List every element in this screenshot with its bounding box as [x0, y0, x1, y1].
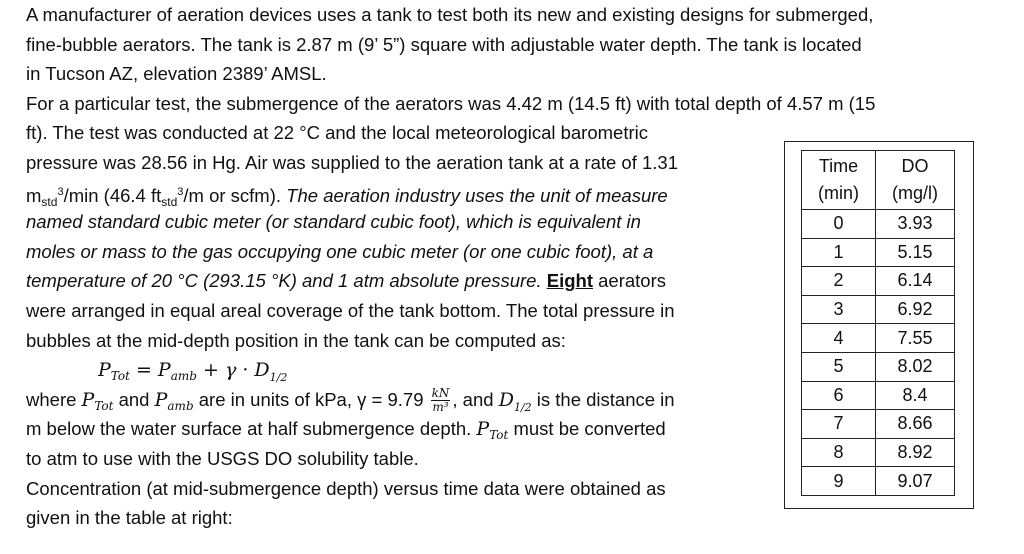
text-line: fine-bubble aerators. The tank is 2.87 m (9’ 5”) square with adjustable water depth. The tank is located	[26, 33, 862, 55]
time-cell: 6	[802, 381, 876, 410]
text-fragment: aerators	[593, 270, 667, 292]
text-fragment: and	[113, 388, 155, 410]
table-row	[802, 295, 955, 324]
italic-note: temperature of 20 °C (293.15 °K) and 1 atm absolute pressure.	[26, 270, 542, 292]
table-row	[802, 324, 955, 353]
table-row	[802, 381, 955, 410]
italic-note: The aeration industry uses the unit of measure	[286, 184, 668, 206]
do-cell: 8.02	[876, 352, 955, 381]
time-cell: 5	[802, 352, 876, 381]
text-line: For a particular test, the submergence of the aerators was 4.42 m (14.5 ft) with total depth of 4.57 m (15	[26, 92, 876, 114]
do-cell: 6.14	[876, 267, 955, 296]
text-fragment: must be converted	[508, 418, 666, 440]
table-body	[802, 210, 955, 496]
italic-note-line: named standard cubic meter (or standard cubic foot), which is equivalent in	[26, 211, 641, 233]
math-dot: ·	[236, 359, 255, 382]
text-line: in Tucson AZ, elevation 2389’ AMSL.	[26, 63, 327, 85]
time-cell: 2	[802, 267, 876, 296]
unit-std-sub: std	[161, 194, 178, 209]
unit-std-sub: std	[41, 194, 58, 209]
math-P: P	[157, 359, 171, 382]
do-table-frame	[784, 141, 974, 509]
text-line: pressure was 28.56 in Hg. Air was supplied to the aeration tank at a rate of 1.31	[26, 151, 678, 173]
do-cell: 9.07	[876, 467, 955, 496]
time-cell: 9	[802, 467, 876, 496]
math-P: P	[476, 418, 490, 441]
text-line: given in the table at right:	[26, 507, 233, 529]
text-line: ft). The test was conducted at 22 °C and the local meteorological barometric	[26, 122, 648, 144]
time-cell: 7	[802, 410, 876, 439]
text-fragment: , and	[452, 388, 499, 410]
math-P: P	[98, 359, 111, 382]
math-D: D	[254, 359, 270, 382]
text-line: bubbles at the mid-depth position in the tank can be computed as:	[26, 329, 566, 351]
text-fragment: /min (46.4 ft	[63, 184, 162, 206]
text-line: were arranged in equal areal coverage of the tank bottom. The total pressure in	[26, 299, 675, 321]
math-sub-half: 1/2	[513, 400, 532, 414]
unit-m: m	[26, 184, 42, 206]
unit-fraction	[431, 387, 451, 414]
time-cell: 8	[802, 438, 876, 467]
do-cell: 6.92	[876, 295, 955, 324]
time-cell: 4	[802, 324, 876, 353]
do-cell: 5.15	[876, 238, 955, 267]
text-line: to atm to use with the USGS DO solubility table.	[26, 447, 419, 469]
table-row	[802, 410, 955, 439]
text-fragment: are in units of kPa,	[193, 388, 358, 410]
table-header-row	[802, 151, 955, 210]
math-sub-amb: amb	[170, 369, 197, 384]
math-equals: =	[129, 359, 158, 382]
time-cell: 1	[802, 238, 876, 267]
fraction-denominator: m³	[432, 400, 449, 415]
text-line: A manufacturer of aeration devices uses a tank to test both its new and existing designs for submerged,	[26, 4, 874, 25]
do-cell: 8.66	[876, 410, 955, 439]
header-do-label: DO	[901, 156, 929, 176]
do-cell: 8.92	[876, 438, 955, 467]
text-line: Concentration (at mid-submergence depth) versus time data were obtained as	[26, 477, 666, 499]
math-sub-half: 1/2	[269, 371, 288, 385]
text-fragment: is the distance in	[531, 388, 675, 410]
fraction-numerator: kN	[431, 386, 450, 401]
header-do-unit: (mg/l)	[892, 183, 938, 203]
table-row	[802, 352, 955, 381]
math-plus: +	[196, 359, 225, 382]
math-sub-tot: Tot	[94, 398, 114, 413]
math-sub-tot: Tot	[110, 369, 130, 384]
emphasis-eight: Eight	[546, 270, 593, 292]
time-cell: 3	[802, 295, 876, 324]
header-do	[876, 151, 955, 210]
unit-cubed-sup: 3	[177, 185, 184, 198]
math-sub-tot: Tot	[489, 428, 509, 443]
math-P: P	[81, 388, 95, 411]
table-row	[802, 210, 955, 239]
table-row	[802, 438, 955, 467]
text-fragment: where	[26, 388, 82, 410]
math-P: P	[154, 388, 168, 411]
unit-cubed-sup: 3	[57, 185, 64, 198]
do-cell: 8.4	[876, 381, 955, 410]
math-D: D	[498, 388, 514, 411]
do-cell: 3.93	[876, 210, 955, 239]
text-fragment: m below the water surface at half submergence depth.	[26, 418, 477, 440]
header-time	[802, 151, 876, 210]
header-time-label: Time	[818, 156, 859, 176]
header-time-unit: (min)	[818, 183, 859, 203]
math-gamma: γ	[224, 359, 237, 382]
gamma-value: γ = 9.79	[357, 388, 429, 410]
table-row	[802, 238, 955, 267]
table-row	[802, 467, 955, 496]
text-fragment: /m or scfm).	[183, 184, 287, 206]
time-cell: 0	[802, 210, 876, 239]
math-sub-amb: amb	[167, 398, 194, 413]
do-cell: 7.55	[876, 324, 955, 353]
do-data-table	[801, 150, 955, 496]
table-row	[802, 267, 955, 296]
italic-note-line: moles or mass to the gas occupying one cubic meter (or one cubic foot), at a	[26, 240, 654, 262]
